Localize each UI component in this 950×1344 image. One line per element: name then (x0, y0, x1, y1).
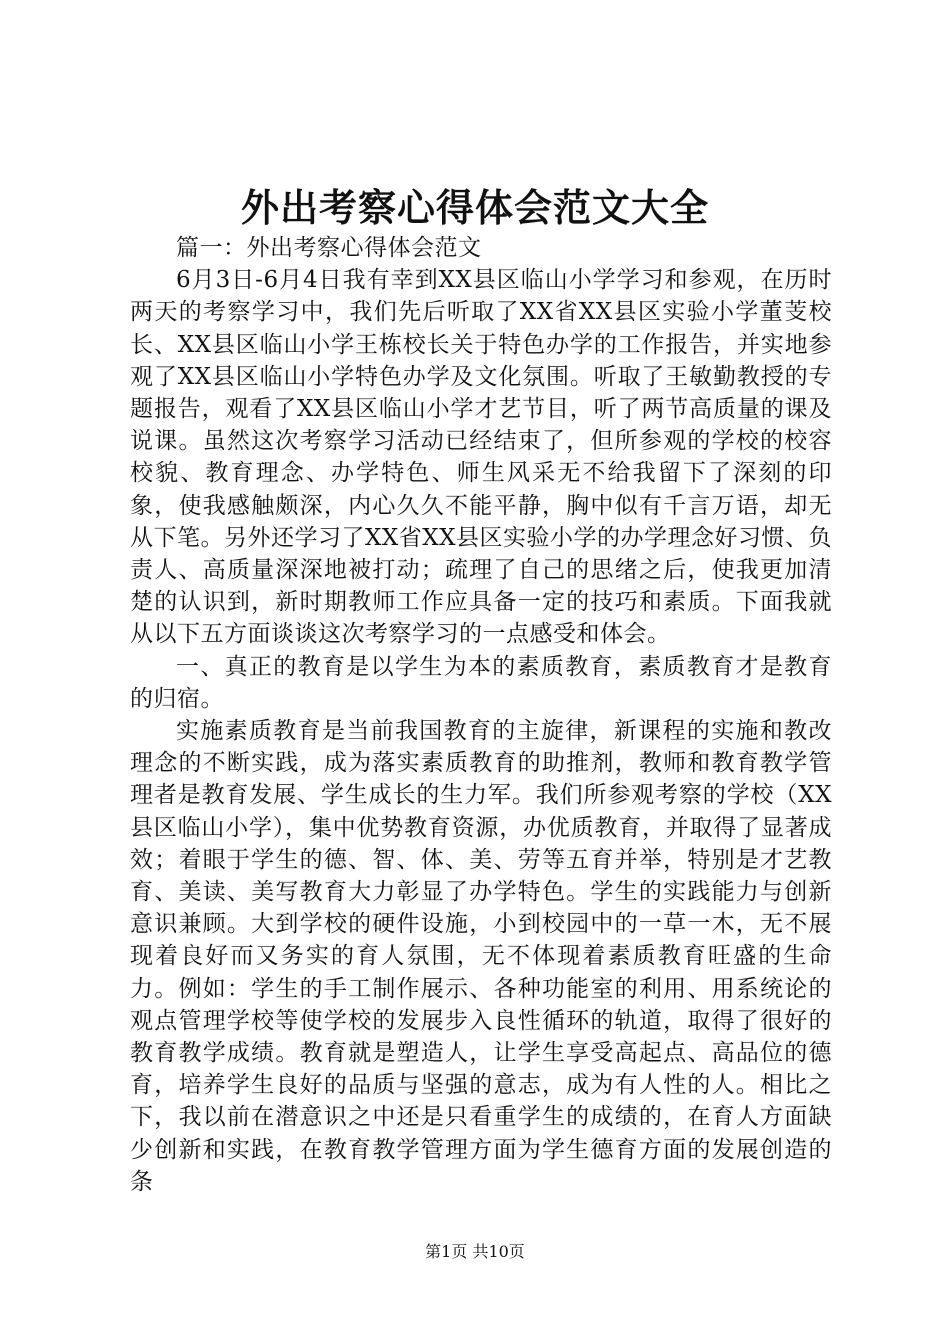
body-paragraph: 6月3日-6月4日我有幸到XX县区临山小学学习和参观，在历时两天的考察学习中，我们先后听取了XX省XX县区实验小学董芰校长、XX县区临山小学王栋校长关于特色办学的工作报告，并实地参观了XX县区临山小学特色办学及文化氛围。听取了王敏勤教授的专题报告，观看了XX县区临山小学才艺节目，听了两节高质量的课及说课。虽然这次考察学习活动已经结束了，但所参观的学校的校容校貌、教育理念、办学特色、师生风采无不给我留下了深刻的印象，使我感触颇深，内心久久不能平静，胸中似有千言万语，却无从下笔。另外还学习了XX省XX县区实验小学的办学理念好习惯、负责人、高质量深深地被打动；疏理了自己的思绪之后，使我更加清楚的认识到，新时期教师工作应具备一定的技巧和素质。下面我就从以下五方面谈谈这次考察学习的一点感受和体会。 (130, 267, 832, 648)
document-body (130, 232, 832, 1198)
page-footer: 第1页 共10页 (425, 1242, 525, 1261)
body-paragraph: 实施素质教育是当前我国教育的主旋律，新课程的实施和教改理念的不断实践，成为落实素质教育的助推剂，教师和教育教学管理者是教育发展、学生成长的生力军。我们所参观考察的学校（XX县区临山小学），集中优势教育资源，办优质教育，并取得了显著成效；着眼于学生的德、智、体、美、劳等五育并举，特别是才艺教育、美读、美写教育大力彰显了办学特色。学生的实践能力与创新意识兼顾。大到学校的硬件设施，小到校园中的一草一木，无不展现着良好而又务实的育人氛围，无不体现着素质教育旺盛的生命力。例如：学生的手工制作展示、各种功能室的利用、用系统论的观点管理学校等使学校的发展步入良性循环的轨道，取得了很好的教育教学成绩。教育就是塑造人，让学生享受高起点、高品位的德育，培养学生良好的品质与坚强的意志，成为有人性的人。相比之下，我以前在潜意识之中还是只看重学生的成绩的，在育人方面缺少创新和实践，在教育教学管理方面为学生德育方面的发展创造的条 (130, 718, 832, 1195)
section-heading: 篇一：外出考察心得体会范文 (176, 235, 482, 261)
point-heading: 一、真正的教育是以学生为本的素质教育，素质教育才是教育的归宿。 (130, 653, 832, 712)
document-title: 外出考察心得体会范文大全 (240, 185, 709, 230)
